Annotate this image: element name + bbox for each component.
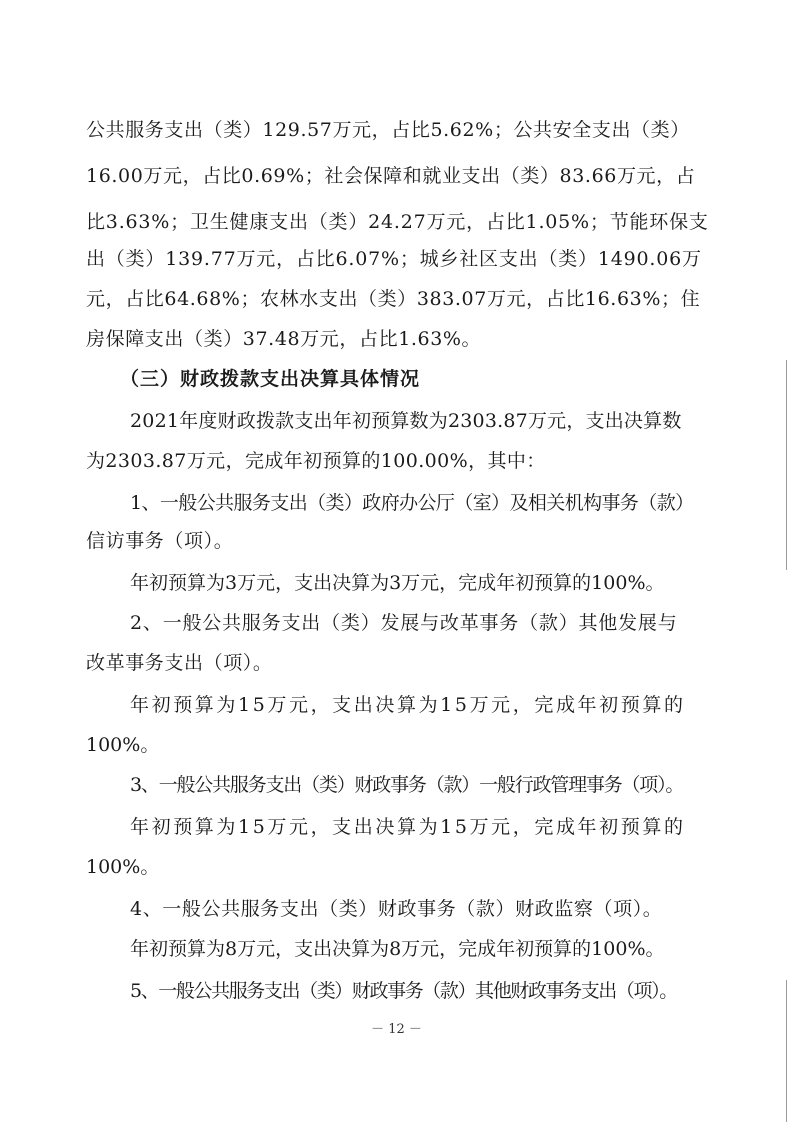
text-line: 信访事务（项）。 [86, 530, 234, 552]
text-line: 年初预算为15万元，支出决算为15万元，完成年初预算的 [130, 816, 686, 838]
list-item: 2、一般公共服务支出（类）发展与改革事务（款）其他发展与 [130, 612, 678, 634]
scan-edge-line [786, 980, 787, 1122]
text-line: 100%。 [86, 856, 160, 878]
section-heading: （三）财政拨款支出决算具体情况 [120, 368, 421, 390]
text-line: 100%。 [86, 734, 160, 756]
text-line: 为2303.87万元，完成年初预算的100.00%，其中： [86, 450, 546, 472]
text-line: 16.00万元，占比0.69%；社会保障和就业支出（类）83.66万元，占 [86, 165, 696, 187]
text-line: 2021年度财政拨款支出年初预算数为2303.87万元，支出决算数 [130, 410, 682, 432]
list-item: 5、一般公共服务支出（类）财政事务（款）其他财政事务支出（项）。 [130, 980, 677, 1002]
text-line: 年初预算为3万元，支出决算为3万元，完成年初预算的100%。 [130, 572, 665, 594]
text-line: 年初预算为8万元，支出决算为8万元，完成年初预算的100%。 [130, 938, 665, 960]
text-line: 房保障支出（类）37.48万元，占比1.63%。 [86, 328, 482, 350]
text-line: 出（类）139.77万元，占比6.07%；城乡社区支出（类）1490.06万 [86, 248, 702, 270]
text-line: 年初预算为15万元，支出决算为15万元，完成年初预算的 [130, 694, 686, 716]
text-line: 元，占比64.68%；农林水支出（类）383.07万元，占比16.63%；住 [86, 288, 701, 310]
text-line: 比3.63%；卫生健康支出（类）24.27万元，占比1.05%；节能环保支 [86, 211, 709, 233]
text-line: 公共服务支出（类）129.57万元，占比5.62%；公共安全支出（类） [86, 119, 690, 141]
list-item: 3、一般公共服务支出（类）财政事务（款）一般行政管理事务（项）。 [130, 774, 684, 796]
scan-edge-line [786, 360, 787, 570]
list-item: 4、一般公共服务支出（类）财政事务（款）财政监察（项）。 [130, 898, 663, 920]
text-line: 改革事务支出（项）。 [86, 652, 273, 674]
page-number: － 12 － [371, 1022, 422, 1037]
list-item: 1、一般公共服务支出（类）政府办公厅（室）及相关机构事务（款） [130, 492, 694, 514]
